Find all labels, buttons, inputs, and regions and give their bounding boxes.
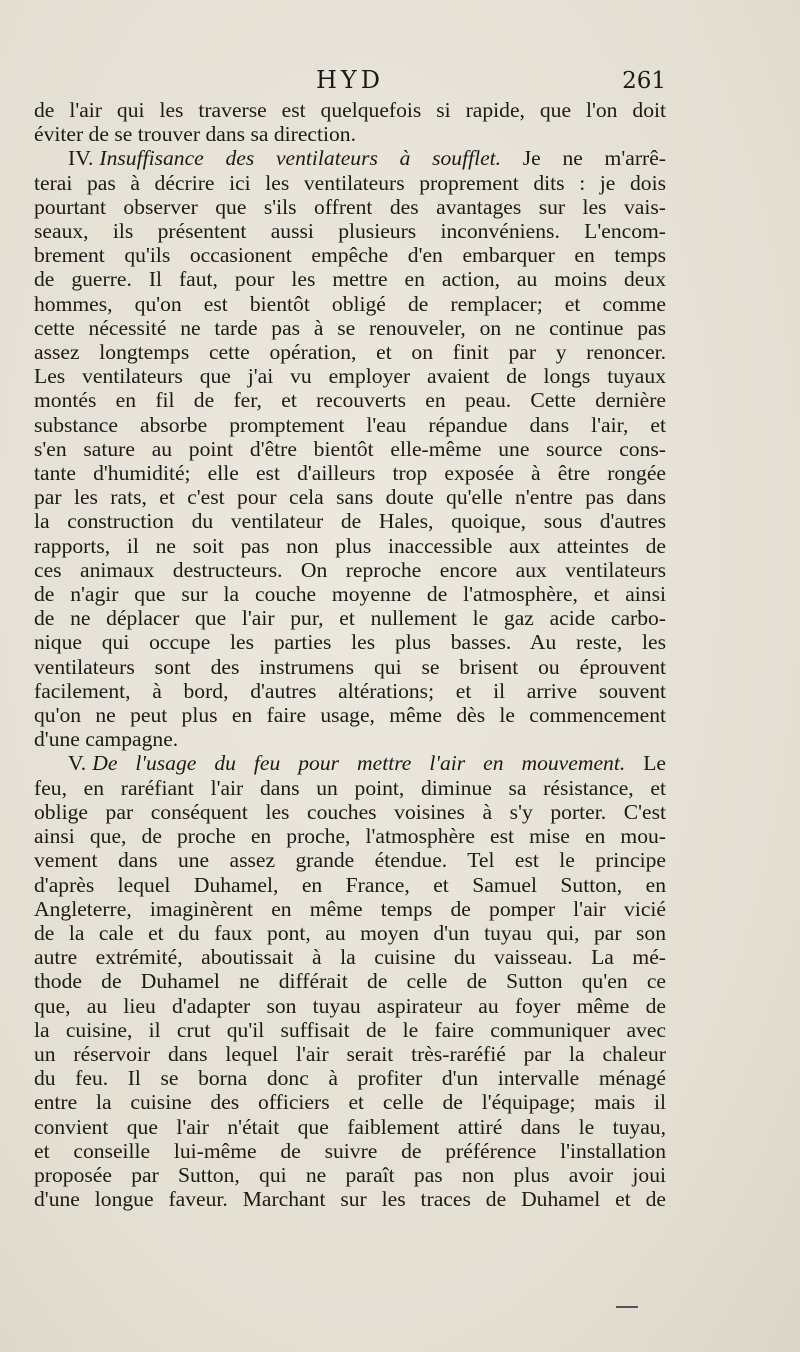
line-text: par les rats, et c'est pour cela sans doute qu'elle n'entre pas dans xyxy=(34,485,666,510)
line-text: d'après lequel Duhamel, en France, et Samuel Sutton, en xyxy=(34,872,666,897)
line-text: d'une longue faveur. Marchant sur les traces de Duhamel et de xyxy=(34,1187,666,1212)
text-line xyxy=(34,340,666,364)
text-line xyxy=(34,655,666,679)
line-text: terai pas à décrire ici les ventilateurs proprement dits : je dois xyxy=(34,170,666,195)
printer-mark xyxy=(616,1306,638,1308)
line-text: de la cale et du faux pont, au moyen d'un tuyau qui, par son xyxy=(34,920,666,945)
text-line xyxy=(34,388,666,412)
text-line xyxy=(34,994,666,1018)
line-text: que, au lieu d'adapter son tuyau aspirateur au foyer même de xyxy=(34,993,666,1018)
text-line xyxy=(34,292,666,316)
text-line xyxy=(34,873,666,897)
section-heading-line xyxy=(34,751,666,775)
line-text: Angleterre, imaginèrent en même temps de pomper l'air vicié xyxy=(34,896,666,921)
line-text: seaux, ils présentent aussi plusieurs inconvéniens. L'encom- xyxy=(34,219,666,244)
text-line xyxy=(34,1115,666,1139)
line-text: entre la cuisine des officiers et celle de l'équipage; mais il xyxy=(34,1090,666,1115)
line-text: facilement, à bord, d'autres altérations; et il arrive souvent xyxy=(34,678,666,703)
text-line xyxy=(34,606,666,630)
line-text: du feu. Il se borna donc à profiter d'un intervalle ménagé xyxy=(34,1066,666,1091)
line-text: thode de Duhamel ne différait de celle de Sutton qu'en ce xyxy=(34,969,666,994)
text-line xyxy=(34,630,666,654)
text-line xyxy=(34,727,666,751)
text-line xyxy=(34,122,666,146)
line-text: assez longtemps cette opération, et on finit par y renoncer. xyxy=(34,340,666,365)
text-line xyxy=(34,776,666,800)
text-line xyxy=(34,364,666,388)
text-line xyxy=(34,1066,666,1090)
text-line xyxy=(34,243,666,267)
line-text: et conseille lui-même de suivre de préférence l'installation xyxy=(34,1138,666,1163)
line-text: Je ne m'arrê- xyxy=(522,146,666,171)
text-line xyxy=(34,558,666,582)
page-number: 261 xyxy=(622,68,666,94)
line-text: s'en sature au point d'être bientôt elle-même une source cons- xyxy=(34,436,666,461)
line-text: oblige par conséquent les couches voisines à s'y porter. C'est xyxy=(34,799,666,824)
text-line xyxy=(34,171,666,195)
text-line xyxy=(34,848,666,872)
section-number: V. xyxy=(68,751,87,776)
line-text: de l'air qui les traverse est quelquefois si rapide, que l'on doit xyxy=(34,98,666,122)
text-line xyxy=(34,1018,666,1042)
text-line xyxy=(34,824,666,848)
line-text: de n'agir que sur la couche moyenne de l'atmosphère, et ainsi xyxy=(34,582,666,607)
text-line xyxy=(34,582,666,606)
text-line xyxy=(34,534,666,558)
line-text: montés en fil de fer, et recouverts en peau. Cette dernière xyxy=(34,388,666,413)
text-line xyxy=(34,195,666,219)
text-line xyxy=(34,316,666,340)
body-text xyxy=(34,98,666,1211)
line-text: qu'on ne peut plus en faire usage, même dès le commencement xyxy=(34,703,666,728)
line-text: feu, en raréfiant l'air dans un point, diminue sa résistance, et xyxy=(34,775,666,800)
text-line xyxy=(34,485,666,509)
text-line xyxy=(34,413,666,437)
line-text: cette nécessité ne tarde pas à se renouveler, on ne continue pas xyxy=(34,315,666,340)
line-text: proposée par Sutton, qui ne paraît pas non plus avoir joui xyxy=(34,1162,666,1187)
line-text: la construction du ventilateur de Hales, quoique, sous d'autres xyxy=(34,509,666,534)
line-text: brement qu'ils occasionent empêche d'en embarquer en temps xyxy=(34,243,666,268)
line-text: Les ventilateurs que j'ai vu employer avaient de longs tuyaux xyxy=(34,364,666,389)
text-line xyxy=(34,1163,666,1187)
text-line xyxy=(34,679,666,703)
line-text: nique qui occupe les parties les plus basses. Au reste, les xyxy=(34,630,666,655)
line-text: ces animaux destructeurs. On reproche encore aux ventilateurs xyxy=(34,557,666,582)
line-text: de ne déplacer que l'air pur, et nullement le gaz acide carbo- xyxy=(34,606,666,631)
text-line xyxy=(34,945,666,969)
section-heading-line xyxy=(34,146,666,170)
line-text: tante d'humidité; elle est d'ailleurs trop exposée à être rongée xyxy=(34,461,666,486)
line-text: ainsi que, de proche en proche, l'atmosphère est mise en mou- xyxy=(34,824,666,849)
text-line xyxy=(34,267,666,291)
text-line xyxy=(34,969,666,993)
line-text: autre extrémité, aboutissait à la cuisine du vaisseau. La mé- xyxy=(34,945,666,970)
line-text: pourtant observer que s'ils offrent des avantages sur les vais- xyxy=(34,194,666,219)
line-text: vement dans une assez grande étendue. Tel est le principe xyxy=(34,848,666,873)
text-line xyxy=(34,98,666,122)
section-number: IV. xyxy=(68,146,94,171)
text-line xyxy=(34,703,666,727)
text-line xyxy=(34,1187,666,1211)
text-line xyxy=(34,800,666,824)
line-text: la cuisine, il crut qu'il suffisait de le faire communiquer avec xyxy=(34,1017,666,1042)
line-text: de guerre. Il faut, pour les mettre en action, au moins deux xyxy=(34,267,666,292)
line-text: ventilateurs sont des instrumens qui se brisent ou éprouvent xyxy=(34,654,666,679)
line-text: substance absorbe promptement l'eau répandue dans l'air, et xyxy=(34,412,666,437)
line-text: d'une campagne. xyxy=(34,727,179,752)
text-line xyxy=(34,1139,666,1163)
page-header xyxy=(34,66,666,98)
text-line xyxy=(34,437,666,461)
line-text: hommes, qu'on est bientôt obligé de remplacer; et comme xyxy=(34,291,666,316)
running-head: HYD xyxy=(315,66,384,94)
line-text: rapports, il ne soit pas non plus inaccessible aux atteintes de xyxy=(34,533,666,558)
line-text: Le xyxy=(643,751,666,776)
text-line xyxy=(34,461,666,485)
text-line xyxy=(34,1090,666,1114)
text-line xyxy=(34,921,666,945)
line-text: un réservoir dans lequel l'air serait très-raréfié par la chaleur xyxy=(34,1041,666,1066)
text-line xyxy=(34,1042,666,1066)
section-title: De l'usage du feu pour mettre l'air en mouvement. xyxy=(92,751,626,776)
text-line xyxy=(34,897,666,921)
section-title: Insuffisance des ventilateurs à soufflet. xyxy=(99,146,502,171)
line-text: convient que l'air n'était que faiblement attiré dans le tuyau, xyxy=(34,1114,666,1139)
text-line xyxy=(34,509,666,533)
line-text: éviter de se trouver dans sa direction. xyxy=(34,122,356,147)
text-line xyxy=(34,219,666,243)
